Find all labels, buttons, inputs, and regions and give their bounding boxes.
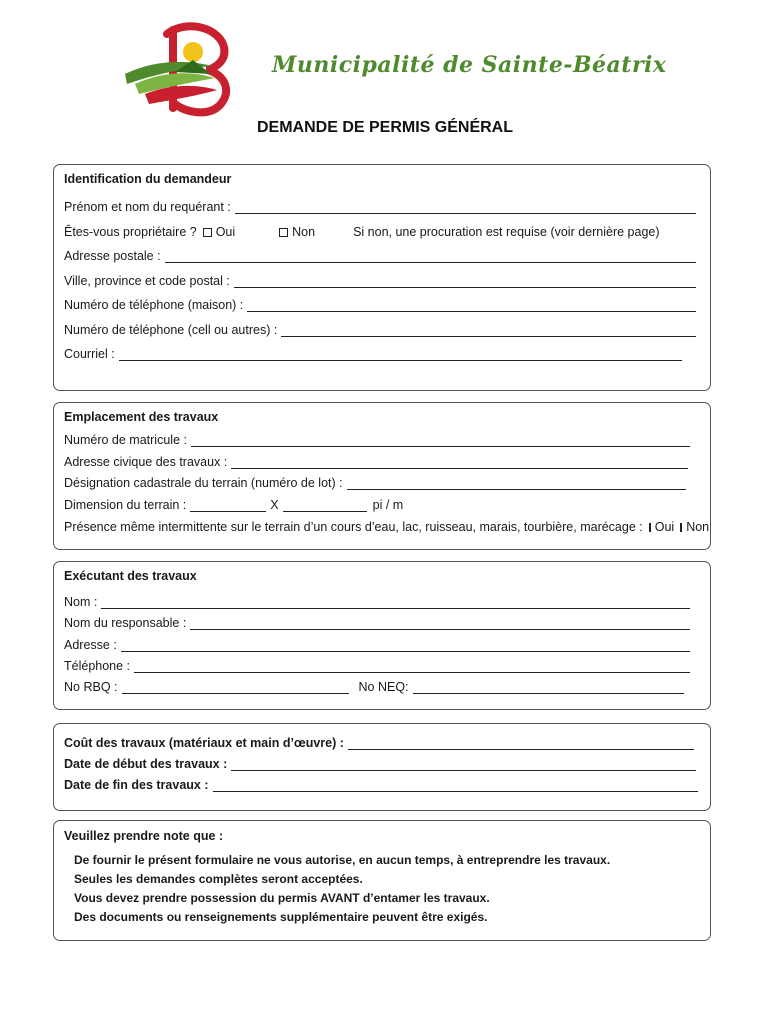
- water-presence-row: [64, 516, 710, 534]
- water-yes-label: Oui: [654, 520, 675, 534]
- civic-address-label: Adresse civique des travaux :: [64, 455, 228, 469]
- document-title: DEMANDE DE PERMIS GÉNÉRAL: [256, 119, 514, 136]
- neq-label: No NEQ:: [358, 680, 409, 694]
- cadastral-label: Désignation cadastrale du terrain (numéro de lot) :: [64, 476, 343, 490]
- email-row: [64, 343, 682, 361]
- dimension-width-field[interactable]: [190, 498, 266, 512]
- note-item: Des documents ou renseignements supplémentaire peuvent être exigés.: [74, 910, 488, 924]
- note-item: Seules les demandes complètes seront acceptées.: [74, 872, 363, 886]
- dimension-label: Dimension du terrain :: [64, 498, 187, 512]
- owner-label: Êtes-vous propriétaire ?: [64, 225, 197, 239]
- cost-field[interactable]: [348, 736, 694, 750]
- owner-note: Si non, une procuration est requise (voir dernière page): [353, 225, 660, 239]
- dimension-unit-label: pi / m: [372, 498, 404, 512]
- applicant-name-label: Prénom et nom du requérant :: [64, 200, 231, 214]
- start-date-row: [64, 753, 696, 771]
- cadastral-field[interactable]: [347, 476, 686, 490]
- rbq-label: No RBQ :: [64, 680, 118, 694]
- executor-title: Exécutant des travaux: [64, 569, 197, 583]
- executor-name-label: Nom :: [64, 595, 98, 609]
- responsible-row: [64, 612, 690, 630]
- start-date-field[interactable]: [231, 757, 696, 771]
- owner-no-checkbox[interactable]: [279, 228, 288, 237]
- executor-section: [53, 561, 711, 710]
- municipality-logo: [115, 22, 245, 117]
- executor-address-row: [64, 634, 690, 652]
- rbq-neq-row: [64, 676, 684, 694]
- executor-phone-label: Téléphone :: [64, 659, 131, 673]
- neq-field[interactable]: [413, 680, 684, 694]
- matricule-field[interactable]: [191, 433, 690, 447]
- water-presence-label: Présence même intermittente sur le terrain d’un cours d’eau, lac, ruisseau, marais, tourbière, marécage :: [64, 520, 643, 534]
- notes-title: Veuillez prendre note que :: [64, 829, 224, 843]
- water-no-label: Non: [686, 520, 710, 534]
- civic-address-field[interactable]: [231, 455, 688, 469]
- costs-section: [53, 723, 711, 811]
- matricule-label: Numéro de matricule :: [64, 433, 187, 447]
- city-field[interactable]: [234, 274, 696, 288]
- notes-section: [53, 820, 711, 941]
- postal-address-field[interactable]: [165, 249, 696, 263]
- applicant-name-field[interactable]: [235, 200, 696, 214]
- responsible-label: Nom du responsable :: [64, 616, 187, 630]
- identification-title: Identification du demandeur: [64, 172, 232, 186]
- executor-phone-field[interactable]: [134, 659, 690, 673]
- email-field[interactable]: [119, 347, 682, 361]
- location-title: Emplacement des travaux: [64, 410, 219, 424]
- dimension-depth-field[interactable]: [283, 498, 367, 512]
- executor-name-field[interactable]: [101, 595, 690, 609]
- end-date-row: [64, 774, 698, 792]
- owner-no-label: Non: [292, 225, 316, 239]
- executor-name-row: [64, 591, 690, 609]
- executor-phone-row: [64, 655, 690, 673]
- phone-cell-field[interactable]: [281, 323, 696, 337]
- note-item: Vous devez prendre possession du permis AVANT d’entamer les travaux.: [74, 891, 490, 905]
- dimension-x-label: X: [270, 498, 279, 512]
- cadastral-row: [64, 472, 686, 490]
- location-section: [53, 402, 711, 550]
- owner-yes-label: Oui: [215, 225, 236, 239]
- rbq-field[interactable]: [122, 680, 349, 694]
- responsible-field[interactable]: [190, 616, 690, 630]
- executor-address-label: Adresse :: [64, 638, 117, 652]
- phone-cell-row: [64, 319, 696, 337]
- municipality-name: Municipalité de Sainte-Béatrix: [272, 52, 667, 78]
- water-yes-checkbox[interactable]: [649, 523, 651, 532]
- identification-section: [53, 164, 711, 391]
- owner-row: [64, 221, 696, 239]
- city-row: [64, 270, 696, 288]
- applicant-name-row: [64, 196, 696, 214]
- dimension-row: [64, 494, 696, 512]
- phone-home-row: [64, 294, 696, 312]
- end-date-field[interactable]: [213, 778, 699, 792]
- matricule-row: [64, 429, 690, 447]
- owner-yes-checkbox[interactable]: [203, 228, 212, 237]
- phone-cell-label: Numéro de téléphone (cell ou autres) :: [64, 323, 278, 337]
- water-no-checkbox[interactable]: [680, 523, 682, 532]
- note-item: De fournir le présent formulaire ne vous autorise, en aucun temps, à entreprendre les travaux.: [74, 853, 611, 867]
- executor-address-field[interactable]: [121, 638, 690, 652]
- phone-home-label: Numéro de téléphone (maison) :: [64, 298, 244, 312]
- cost-label: Coût des travaux (matériaux et main d’œuvre) :: [64, 736, 344, 750]
- phone-home-field[interactable]: [247, 298, 696, 312]
- start-date-label: Date de début des travaux :: [64, 757, 228, 771]
- city-label: Ville, province et code postal :: [64, 274, 230, 288]
- end-date-label: Date de fin des travaux :: [64, 778, 209, 792]
- civic-address-row: [64, 451, 688, 469]
- email-label: Courriel :: [64, 347, 115, 361]
- cost-row: [64, 732, 694, 750]
- postal-address-label: Adresse postale :: [64, 249, 161, 263]
- postal-address-row: [64, 245, 696, 263]
